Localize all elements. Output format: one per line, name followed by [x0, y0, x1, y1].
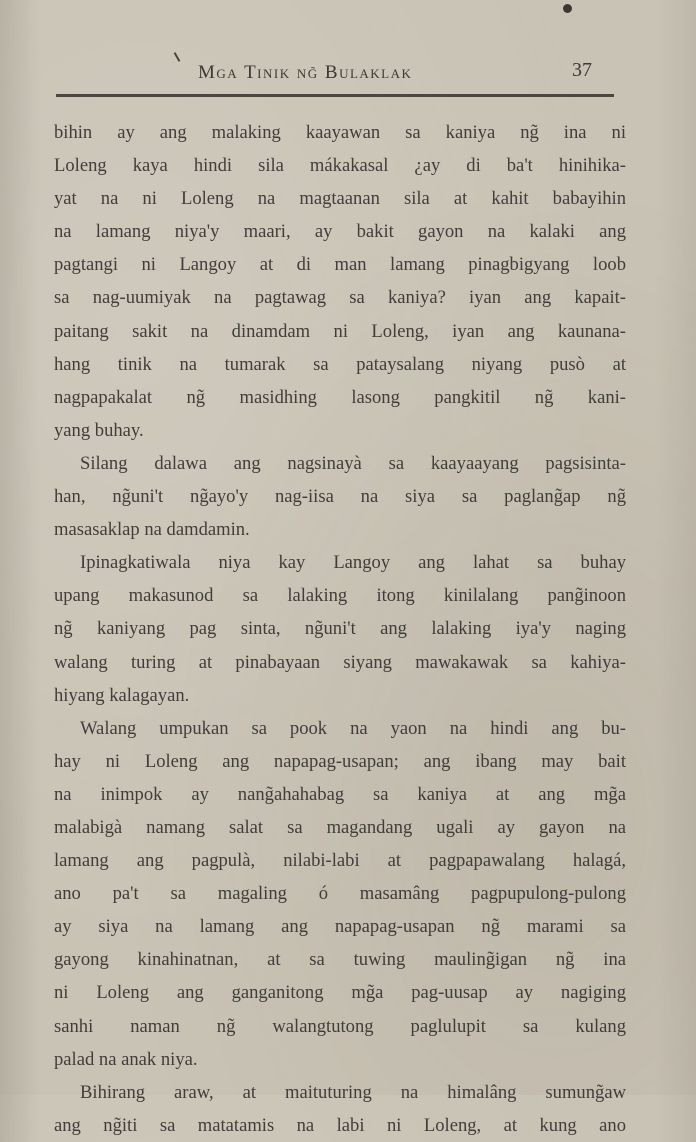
ink-spot — [563, 4, 572, 13]
text-line: upang makasunod sa lalaking itong kinilalang pang̃inoon — [54, 585, 626, 607]
text-line: yang buhay. — [54, 419, 144, 441]
text-line: palad na anak niya. — [54, 1048, 198, 1070]
running-head-title: Mga Tinik ng̃ Bulaklak — [198, 62, 413, 83]
text-line: lamang ang pagpulà, nilabi-labi at pagpapawalang halagá, — [54, 850, 626, 872]
text-line: han, ng̃uni't ng̃ayo'y nag-iisa na siya sa paglang̃ap ng̃ — [54, 486, 626, 508]
text-line: na inimpok ay nang̃ahahabag sa kaniya at ang mg̃a — [54, 783, 626, 805]
text-line: Bihirang araw, at maituturing na himalâng sumung̃aw — [80, 1081, 626, 1103]
text-line: hang tinik na tumarak sa pataysalang niyang pusò at — [54, 353, 626, 375]
running-head — [56, 58, 614, 92]
text-line: na lamang niya'y maari, ay bakit gayon na kalaki ang — [54, 221, 626, 243]
text-line: Ipinagkatiwala niya kay Langoy ang lahat sa buhay — [80, 552, 626, 574]
ink-tick-mark — [174, 52, 181, 62]
text-line: ano pa't sa magaling ó masamâng pagpupulong-pulong — [54, 883, 626, 905]
text-line: ng̃ kaniyang pag sinta, ng̃uni't ang lalaking iya'y naging — [54, 618, 626, 640]
text-line: yat na ni Loleng na magtaanan sila at kahit babayihin — [54, 188, 626, 210]
text-line: walang turing at pinabayaan siyang mawakawak sa kahiya- — [54, 651, 626, 673]
text-line: ay siya na lamang ang napapag-usapan ng̃ marami sa — [54, 916, 626, 938]
text-line: malabigà namang salat sa magandang ugali ay gayon na — [54, 816, 626, 838]
text-line: sanhi naman ng̃ walangtutong paglulupit sa kulang — [54, 1015, 626, 1037]
text-line: nagpapakalat ng̃ masidhing lasong pangkitil ng̃ kani- — [54, 386, 626, 408]
text-line: Walang umpukan sa pook na yaon na hindi ang bu- — [80, 717, 626, 739]
text-line: Silang dalawa ang nagsinayà sa kaayaayang pagsisinta- — [80, 452, 626, 474]
text-line: ang ng̃iti sa matatamis na labi ni Loleng, at kung ano — [54, 1114, 626, 1136]
text-line: paitang sakit na dinamdam ni Loleng, iyan ang kaunana- — [54, 320, 626, 342]
page-number: 37 — [572, 59, 592, 81]
text-line: gayong kinahinatnan, at sa tuwing mauling̃igan ng̃ ina — [54, 949, 626, 971]
text-line: hiyang kalagayan. — [54, 684, 190, 706]
text-line: masasaklap na damdamin. — [54, 519, 250, 541]
text-line: sa nag-uumiyak na pagtawag sa kaniya? iyan ang kapait- — [54, 287, 626, 309]
header-rule — [56, 94, 614, 97]
text-line: Loleng kaya hindi sila mákakasal ¿ay di ba't hinihika- — [54, 155, 626, 177]
text-line: ni Loleng ang ganganitong mg̃a pag-uusap ay nagiging — [54, 982, 626, 1004]
text-line: pagtangi ni Langoy at di man lamang pinagbigyang loob — [54, 254, 626, 276]
text-line: hay ni Loleng ang napapag-usapan; ang ibang may bait — [54, 750, 626, 772]
body-text — [54, 116, 626, 1142]
text-line: bihin ay ang malaking kaayawan sa kaniya ng̃ ina ni — [54, 122, 626, 143]
